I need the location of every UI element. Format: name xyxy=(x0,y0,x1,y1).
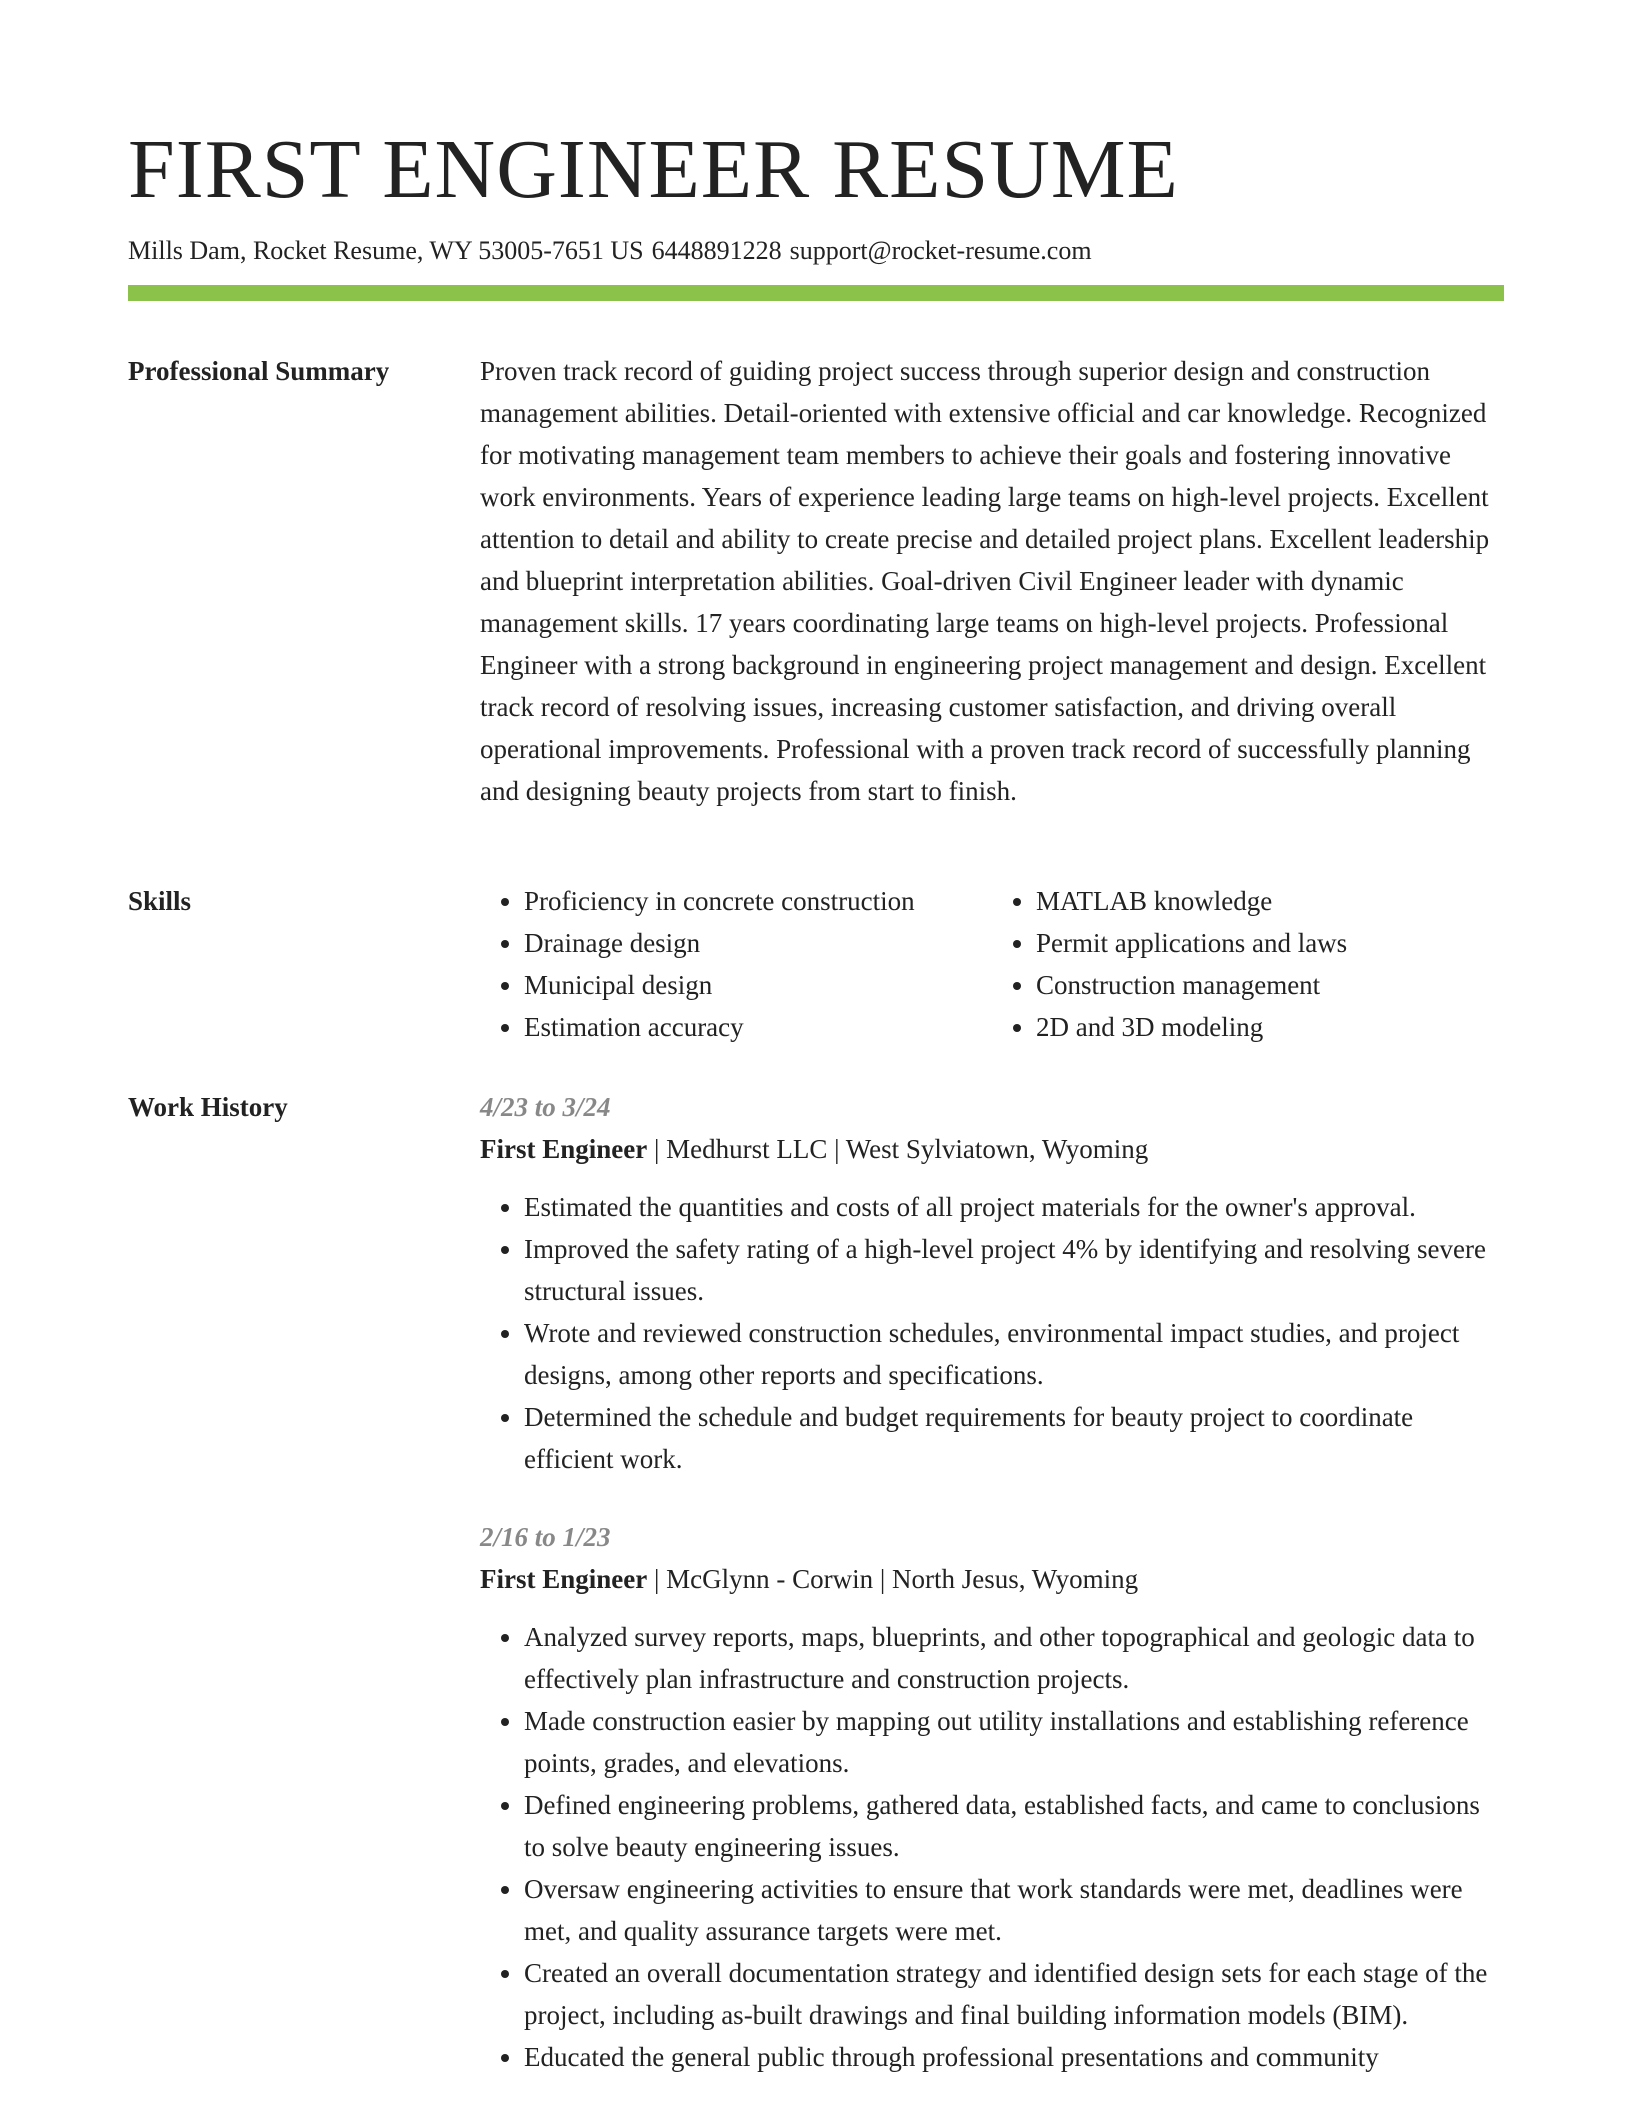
skill-item: • 2D and 3D modeling xyxy=(1036,1006,1504,1048)
job-bullet: • Estimated the quantities and costs of all project materials for the owner's approval. xyxy=(524,1186,1504,1228)
skill-item: • Municipal design xyxy=(524,964,992,1006)
job-bullet: • Made construction easier by mapping out utility installations and establishing reference points, grades, and elevations. xyxy=(524,1700,1504,1784)
summary-label: Professional Summary xyxy=(128,356,390,386)
resume-name: FIRST ENGINEER RESUME xyxy=(128,123,1179,216)
job-bullets xyxy=(480,1616,1504,2078)
contact-address: Mills Dam, Rocket Resume, WY 53005-7651 US xyxy=(128,236,644,265)
skill-item: • Construction management xyxy=(1036,964,1504,1006)
job-bullet: • Determined the schedule and budget requirements for beauty project to coordinate efficient work. xyxy=(524,1396,1504,1480)
summary-content xyxy=(480,350,1504,812)
job-details: | McGlynn - Corwin | North Jesus, Wyoming xyxy=(647,1564,1139,1594)
resume-header xyxy=(128,118,1504,268)
skills-content xyxy=(480,880,1504,1048)
job-entry xyxy=(480,1086,1504,1480)
job-bullet: • Educated the general public through professional presentations and community xyxy=(524,2036,1504,2078)
job-bullet: • Oversaw engineering activities to ensure that work standards were met, deadlines were met, and quality assurance targets were met. xyxy=(524,1868,1504,1952)
header-divider xyxy=(128,285,1504,301)
job-bullet: • Improved the safety rating of a high-level project 4% by identifying and resolving severe structural issues. xyxy=(524,1228,1504,1312)
skill-item: • MATLAB knowledge xyxy=(1036,880,1504,922)
contact-line xyxy=(128,234,1504,268)
skill-item: • Permit applications and laws xyxy=(1036,922,1504,964)
contact-phone: 6448891228 xyxy=(651,236,782,265)
job-details: | Medhurst LLC | West Sylviatown, Wyoming xyxy=(647,1134,1149,1164)
skills-column-left xyxy=(480,880,992,1048)
job-dates: 2/16 to 1/23 xyxy=(480,1522,611,1552)
job-title: First Engineer xyxy=(480,1134,648,1164)
skills-column-right xyxy=(992,880,1504,1048)
job-bullet: • Created an overall documentation strategy and identified design sets for each stage of the project, including as-built drawings and final building information models (BIM). xyxy=(524,1952,1504,2036)
contact-email: support@rocket-resume.com xyxy=(789,236,1092,265)
skill-item: • Drainage design xyxy=(524,922,992,964)
job-dates: 4/23 to 3/24 xyxy=(480,1092,611,1122)
job-title-line xyxy=(480,1558,1504,1600)
job-title: First Engineer xyxy=(480,1564,648,1594)
skills-grid xyxy=(480,880,1504,1048)
job-title-line xyxy=(480,1128,1504,1170)
job-bullet: • Analyzed survey reports, maps, blueprints, and other topographical and geologic data to effectively plan infrastructure and construction projects. xyxy=(524,1616,1504,1700)
job-bullet: • Defined engineering problems, gathered data, established facts, and came to conclusions to solve beauty engineering issues. xyxy=(524,1784,1504,1868)
skill-item: • Proficiency in concrete construction xyxy=(524,880,992,922)
work-history-label: Work History xyxy=(128,1092,288,1122)
skill-item: • Estimation accuracy xyxy=(524,1006,992,1048)
job-entry xyxy=(480,1516,1504,2078)
work-history-content xyxy=(480,1086,1504,2078)
summary-text: Proven track record of guiding project success through superior design and construction management abilities. Detail-oriented with extensive official and car knowledge. Recognized for motivating management team members to achieve their goals and fostering innovative work environments. Years of experience leading large teams on high-level projects. Excellent attention to detail and ability to create precise and detailed project plans. Excellent leadership and blueprint interpretation abilities. Goal-driven Civil Engineer leader with dynamic management skills. 17 years coordinating large teams on high-level projects. Professional Engineer with a strong background in engineering project management and design. Excellent track record of resolving issues, increasing customer satisfaction, and driving overall operational improvements. Professional with a proven track record of successfully planning and designing beauty projects from start to finish. xyxy=(480,356,1490,806)
job-bullets xyxy=(480,1186,1504,1480)
job-bullet: • Wrote and reviewed construction schedules, environmental impact studies, and project designs, among other reports and specifications. xyxy=(524,1312,1504,1396)
skills-label: Skills xyxy=(128,886,192,916)
